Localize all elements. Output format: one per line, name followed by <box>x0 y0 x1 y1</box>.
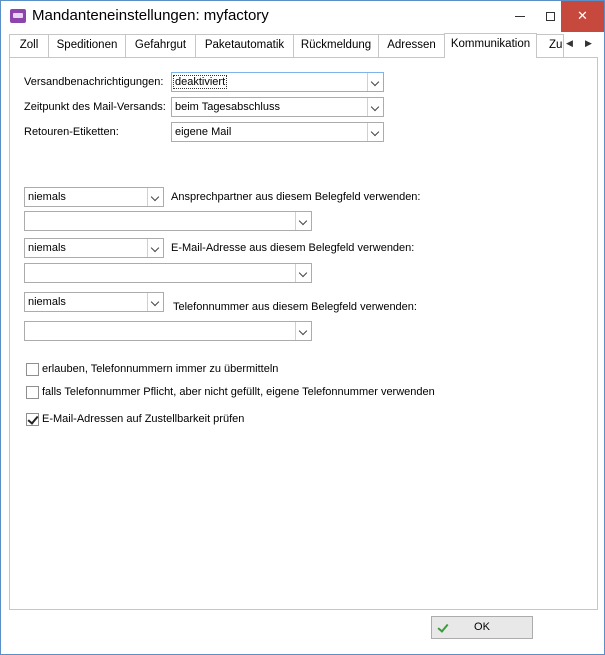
tab-zu[interactable]: Zu <box>536 34 564 57</box>
close-button[interactable] <box>561 1 604 32</box>
telefon-label: Telefonnummer aus diesem Belegfeld verwenden: <box>173 301 417 313</box>
tab-zoll[interactable]: Zoll <box>9 34 49 57</box>
app-icon <box>10 9 26 23</box>
ansprech-field-select[interactable] <box>24 211 312 231</box>
tab-bar <box>1 33 604 57</box>
eigene-telefon-checkbox[interactable] <box>26 386 39 399</box>
zeitpunkt-label: Zeitpunkt des Mail-Versands: <box>24 101 166 113</box>
tab-kommunikation[interactable]: Kommunikation <box>444 33 537 58</box>
versand-value: deaktiviert <box>175 76 226 88</box>
chevron-down-icon[interactable] <box>295 212 311 230</box>
chevron-down-icon[interactable] <box>147 239 163 257</box>
tab-speditionen[interactable]: Speditionen <box>48 34 126 57</box>
telefon-immer-checkbox[interactable] <box>26 363 39 376</box>
chevron-down-icon[interactable] <box>367 123 383 141</box>
chevron-down-icon[interactable] <box>147 188 163 206</box>
ok-button[interactable] <box>431 616 533 639</box>
tab-rueckmeldung[interactable]: Rückmeldung <box>293 34 379 57</box>
telefon-select[interactable] <box>24 292 164 312</box>
zeitpunkt-value: beim Tagesabschluss <box>175 101 280 113</box>
versand-label: Versandbenachrichtigungen: <box>24 76 164 88</box>
minimize-button[interactable] <box>503 1 537 31</box>
telefon-immer-label: erlauben, Telefonnummern immer zu übermitteln <box>42 363 279 375</box>
ok-label: OK <box>474 621 490 633</box>
zustellbarkeit-label: E-Mail-Adressen auf Zustellbarkeit prüfen <box>42 413 245 425</box>
tab-scroll-right-icon[interactable]: ▶ <box>585 38 592 48</box>
email-select[interactable] <box>24 238 164 258</box>
retouren-label: Retouren-Etiketten: <box>24 126 119 138</box>
tab-paketautomatik[interactable]: Paketautomatik <box>195 34 294 57</box>
maximize-icon <box>546 12 555 21</box>
email-select-value: niemals <box>28 242 66 254</box>
tab-adressen[interactable]: Adressen <box>378 34 445 57</box>
retouren-value: eigene Mail <box>175 126 232 138</box>
zeitpunkt-select[interactable] <box>171 97 384 117</box>
ansprech-select-value: niemals <box>28 191 66 203</box>
ansprech-select[interactable] <box>24 187 164 207</box>
telefon-field-select[interactable] <box>24 321 312 341</box>
close-icon: ✕ <box>577 8 588 23</box>
window-title: Mandanteneinstellungen: myfactory <box>32 7 269 24</box>
tab-scroll-left-icon[interactable]: ◀ <box>566 38 573 48</box>
email-label: E-Mail-Adresse aus diesem Belegfeld verwenden: <box>171 242 415 254</box>
retouren-select[interactable] <box>171 122 384 142</box>
chevron-down-icon[interactable] <box>147 293 163 311</box>
zustellbarkeit-checkbox[interactable] <box>26 413 39 426</box>
minimize-icon <box>515 16 525 17</box>
checkmark-icon <box>437 621 448 633</box>
eigene-telefon-label: falls Telefonnummer Pflicht, aber nicht gefüllt, eigene Telefonnummer verwenden <box>42 386 435 398</box>
chevron-down-icon[interactable] <box>295 264 311 282</box>
email-field-select[interactable] <box>24 263 312 283</box>
telefon-select-value: niemals <box>28 296 66 308</box>
title-bar <box>1 1 604 33</box>
chevron-down-icon[interactable] <box>295 322 311 340</box>
chevron-down-icon[interactable] <box>367 98 383 116</box>
ansprech-label: Ansprechpartner aus diesem Belegfeld verwenden: <box>171 191 421 203</box>
tab-gefahrgut[interactable]: Gefahrgut <box>125 34 196 57</box>
versand-select[interactable] <box>171 72 384 92</box>
chevron-down-icon[interactable] <box>367 73 383 91</box>
